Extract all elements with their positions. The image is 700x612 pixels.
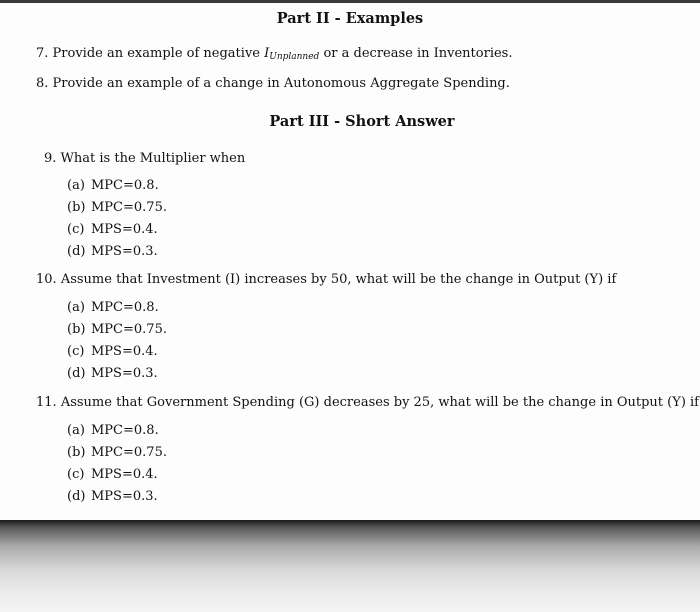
question-7-text-end: or a decrease in Inventories. [319,46,513,61]
question-9-text: What is the Multiplier when [60,151,246,166]
list-item [67,322,167,338]
item-label: (d) [67,489,86,504]
list-item [67,489,158,505]
variable-i: I [264,46,270,61]
list-item [67,178,159,194]
question-8-text: Provide an example of a change in Autonomous Aggregate Spending. [52,76,510,91]
list-item [67,300,159,316]
question-9 [44,151,245,167]
list-item [67,344,158,360]
item-text: MPS=0.3. [91,366,158,381]
list-item [67,222,158,238]
item-label: (a) [67,300,85,315]
item-text: MPC=0.75. [91,200,167,215]
item-label: (b) [67,200,86,215]
question-11-text: Assume that Government Spending (G) decreases by 25, what will be the change in Output (Y) if [60,395,699,410]
question-7-text-start: Provide an example of negative [52,46,265,61]
question-number: 7. [36,46,49,61]
part-2-title: Part II - Examples [276,10,424,27]
question-11 [36,395,699,411]
part-3-title: Part III - Short Answer [269,113,455,130]
page-bottom-shadow [0,520,700,612]
item-text: MPS=0.4. [91,344,158,359]
question-number: 9. [44,151,57,166]
item-text: MPC=0.75. [91,445,167,460]
item-text: MPS=0.4. [91,467,158,482]
list-item [67,200,167,216]
item-text: MPS=0.3. [91,489,158,504]
item-label: (b) [67,322,86,337]
question-10-text: Assume that Investment (I) increases by 50, what will be the change in Output (Y) if [60,272,617,287]
list-item [67,467,158,483]
question-7 [36,46,512,65]
item-text: MPC=0.8. [91,178,159,193]
question-number: 8. [36,76,49,91]
item-text: MPC=0.8. [91,300,159,315]
item-label: (c) [67,222,85,237]
list-item [67,423,159,439]
top-edge-shadow [0,0,700,3]
item-label: (a) [67,423,85,438]
list-item [67,366,158,382]
item-label: (b) [67,445,86,460]
item-label: (c) [67,467,85,482]
question-8 [36,76,510,92]
item-text: MPC=0.75. [91,322,167,337]
item-label: (d) [67,244,86,259]
item-label: (c) [67,344,85,359]
list-item [67,445,167,461]
item-label: (d) [67,366,86,381]
item-text: MPC=0.8. [91,423,159,438]
list-item [67,244,158,260]
item-text: MPS=0.3. [91,244,158,259]
variable-subscript: Unplanned [269,52,320,62]
item-text: MPS=0.4. [91,222,158,237]
question-number: 11. [36,395,57,410]
question-10 [36,272,616,288]
item-label: (a) [67,178,85,193]
question-number: 10. [36,272,57,287]
